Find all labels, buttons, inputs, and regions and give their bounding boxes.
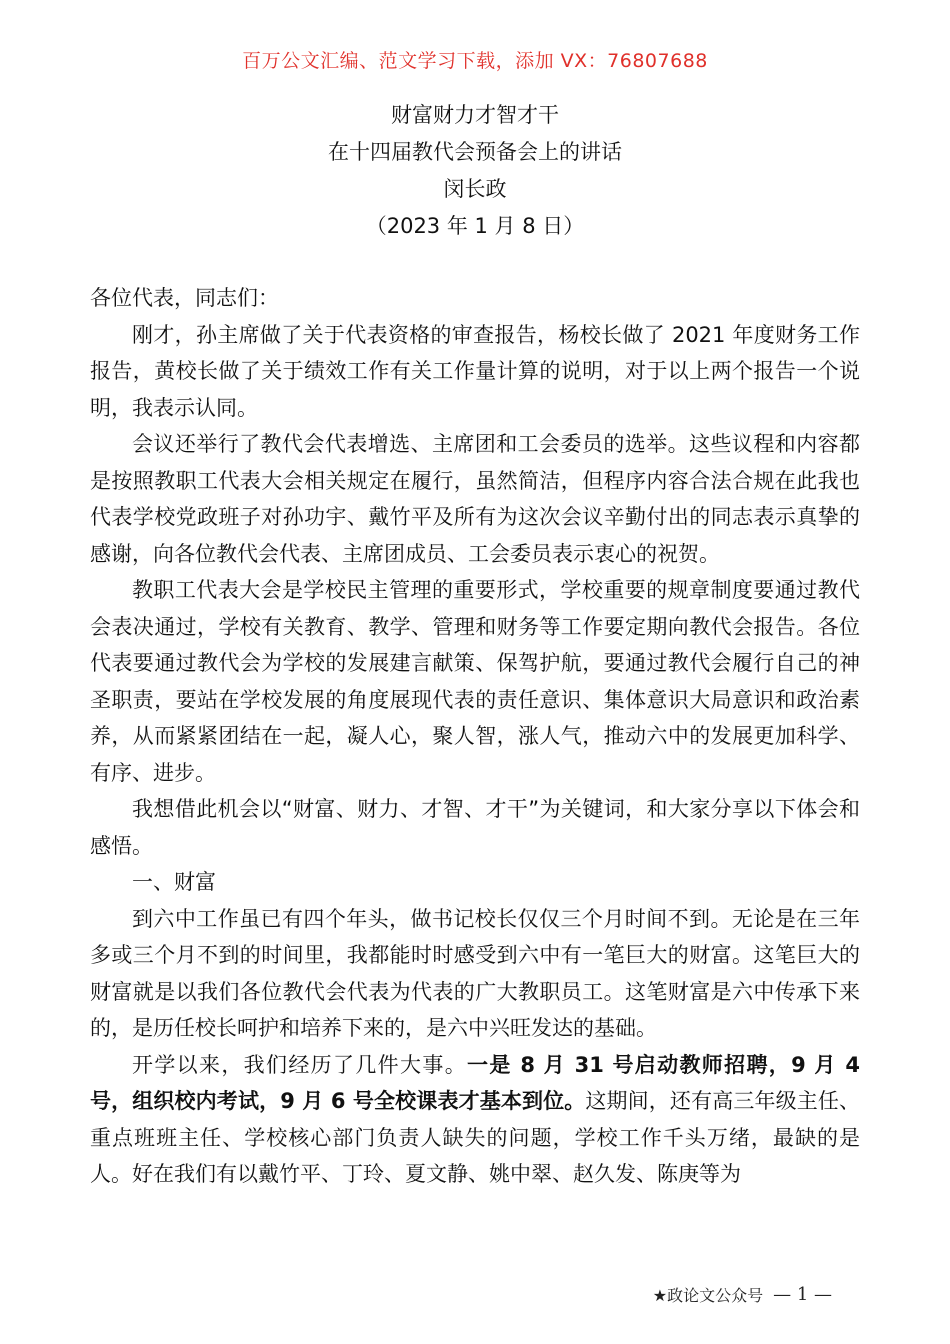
- document-subtitle: 在十四届教代会预备会上的讲话: [328, 140, 622, 164]
- paragraph-6-bold: 一是 8 月 31 号启动教师招聘，9 月 4 号，组织校内考试，9 月 6 号全校课表才基本到位。: [90, 1052, 860, 1113]
- speech-date: （2023 年 1 月 8 日）: [365, 214, 585, 238]
- paragraph-1: 刚才，孙主席做了关于代表资格的审查报告，杨校长做了 2021 年度财务工作报告，黄校长做了关于绩效工作有关工作量计算的说明，对于以上两个报告一个说明，我表示认同。: [90, 322, 860, 420]
- section-heading-1: 一、财富: [132, 870, 216, 894]
- page-footer: [653, 1283, 832, 1306]
- paragraph-6: [90, 1047, 860, 1193]
- paragraph-2: 会议还举行了教代会代表增选、主席团和工会委员的选举。这些议程和内容都是按照教职工代表大会相关规定在履行，虽然简洁，但程序内容合法合规在此我也代表学校党政班子对孙功宇、戴竹平及所有为这次会议辛勤付出的同志表示真挚的感谢，向各位教代会代表、主席团成员、工会委员表示衷心的祝贺。: [90, 432, 860, 566]
- paragraph-6-end: 这期间，还有高三年级主任、重点班班主任、学校核心部门负责人缺失的问题，学校工作千头万绪，最缺的是人。好在我们有以戴竹平、丁玲、夏文静、姚中翠、赵久发、陈庚等为: [90, 1089, 861, 1186]
- paragraph-6-start: 开学以来，我们经历了几件大事。: [132, 1052, 468, 1077]
- title-block: [0, 97, 950, 245]
- page-number: — 1 —: [773, 1284, 832, 1305]
- author-name: 闵长政: [443, 177, 507, 201]
- paragraph-3: 教职工代表大会是学校民主管理的重要形式，学校重要的规章制度要通过教代会表决通过，学校有关教育、教学、管理和财务等工作要定期向教代会报告。各位代表要通过教代会为学校的发展建言献策、保驾护航，要通过教代会履行自己的神圣职责，要站在学校发展的角度展现代表的责任意识、集体意识大局意识和政治素养，从而紧紧团结在一起，凝人心，聚人智，涨人气，推动六中的发展更加科学、有序、进步。: [90, 578, 860, 785]
- document-title: 财富财力才智才干: [391, 103, 559, 127]
- paragraph-5: 到六中工作虽已有四个年头，做书记校长仅仅三个月时间不到。无论是在三年多或三个月不到的时间里，我都能时时感受到六中有一笔巨大的财富。这笔巨大的财富就是以我们各位教代会代表为代表的广大教职员工。这笔财富是六中传承下来的，是历任校长呵护和培养下来的，是六中兴旺发达的基础。: [90, 906, 860, 1040]
- footer-source: ★政论文公众号: [652, 1286, 764, 1305]
- document-body: [90, 280, 860, 1193]
- header-banner: 百万公文汇编、范文学习下载，添加 VX：76807688: [242, 50, 708, 72]
- paragraph-4: 我想借此机会以“财富、财力、才智、才干”为关键词，和大家分享以下体会和感悟。: [90, 797, 860, 858]
- salutation: 各位代表，同志们：: [90, 286, 279, 310]
